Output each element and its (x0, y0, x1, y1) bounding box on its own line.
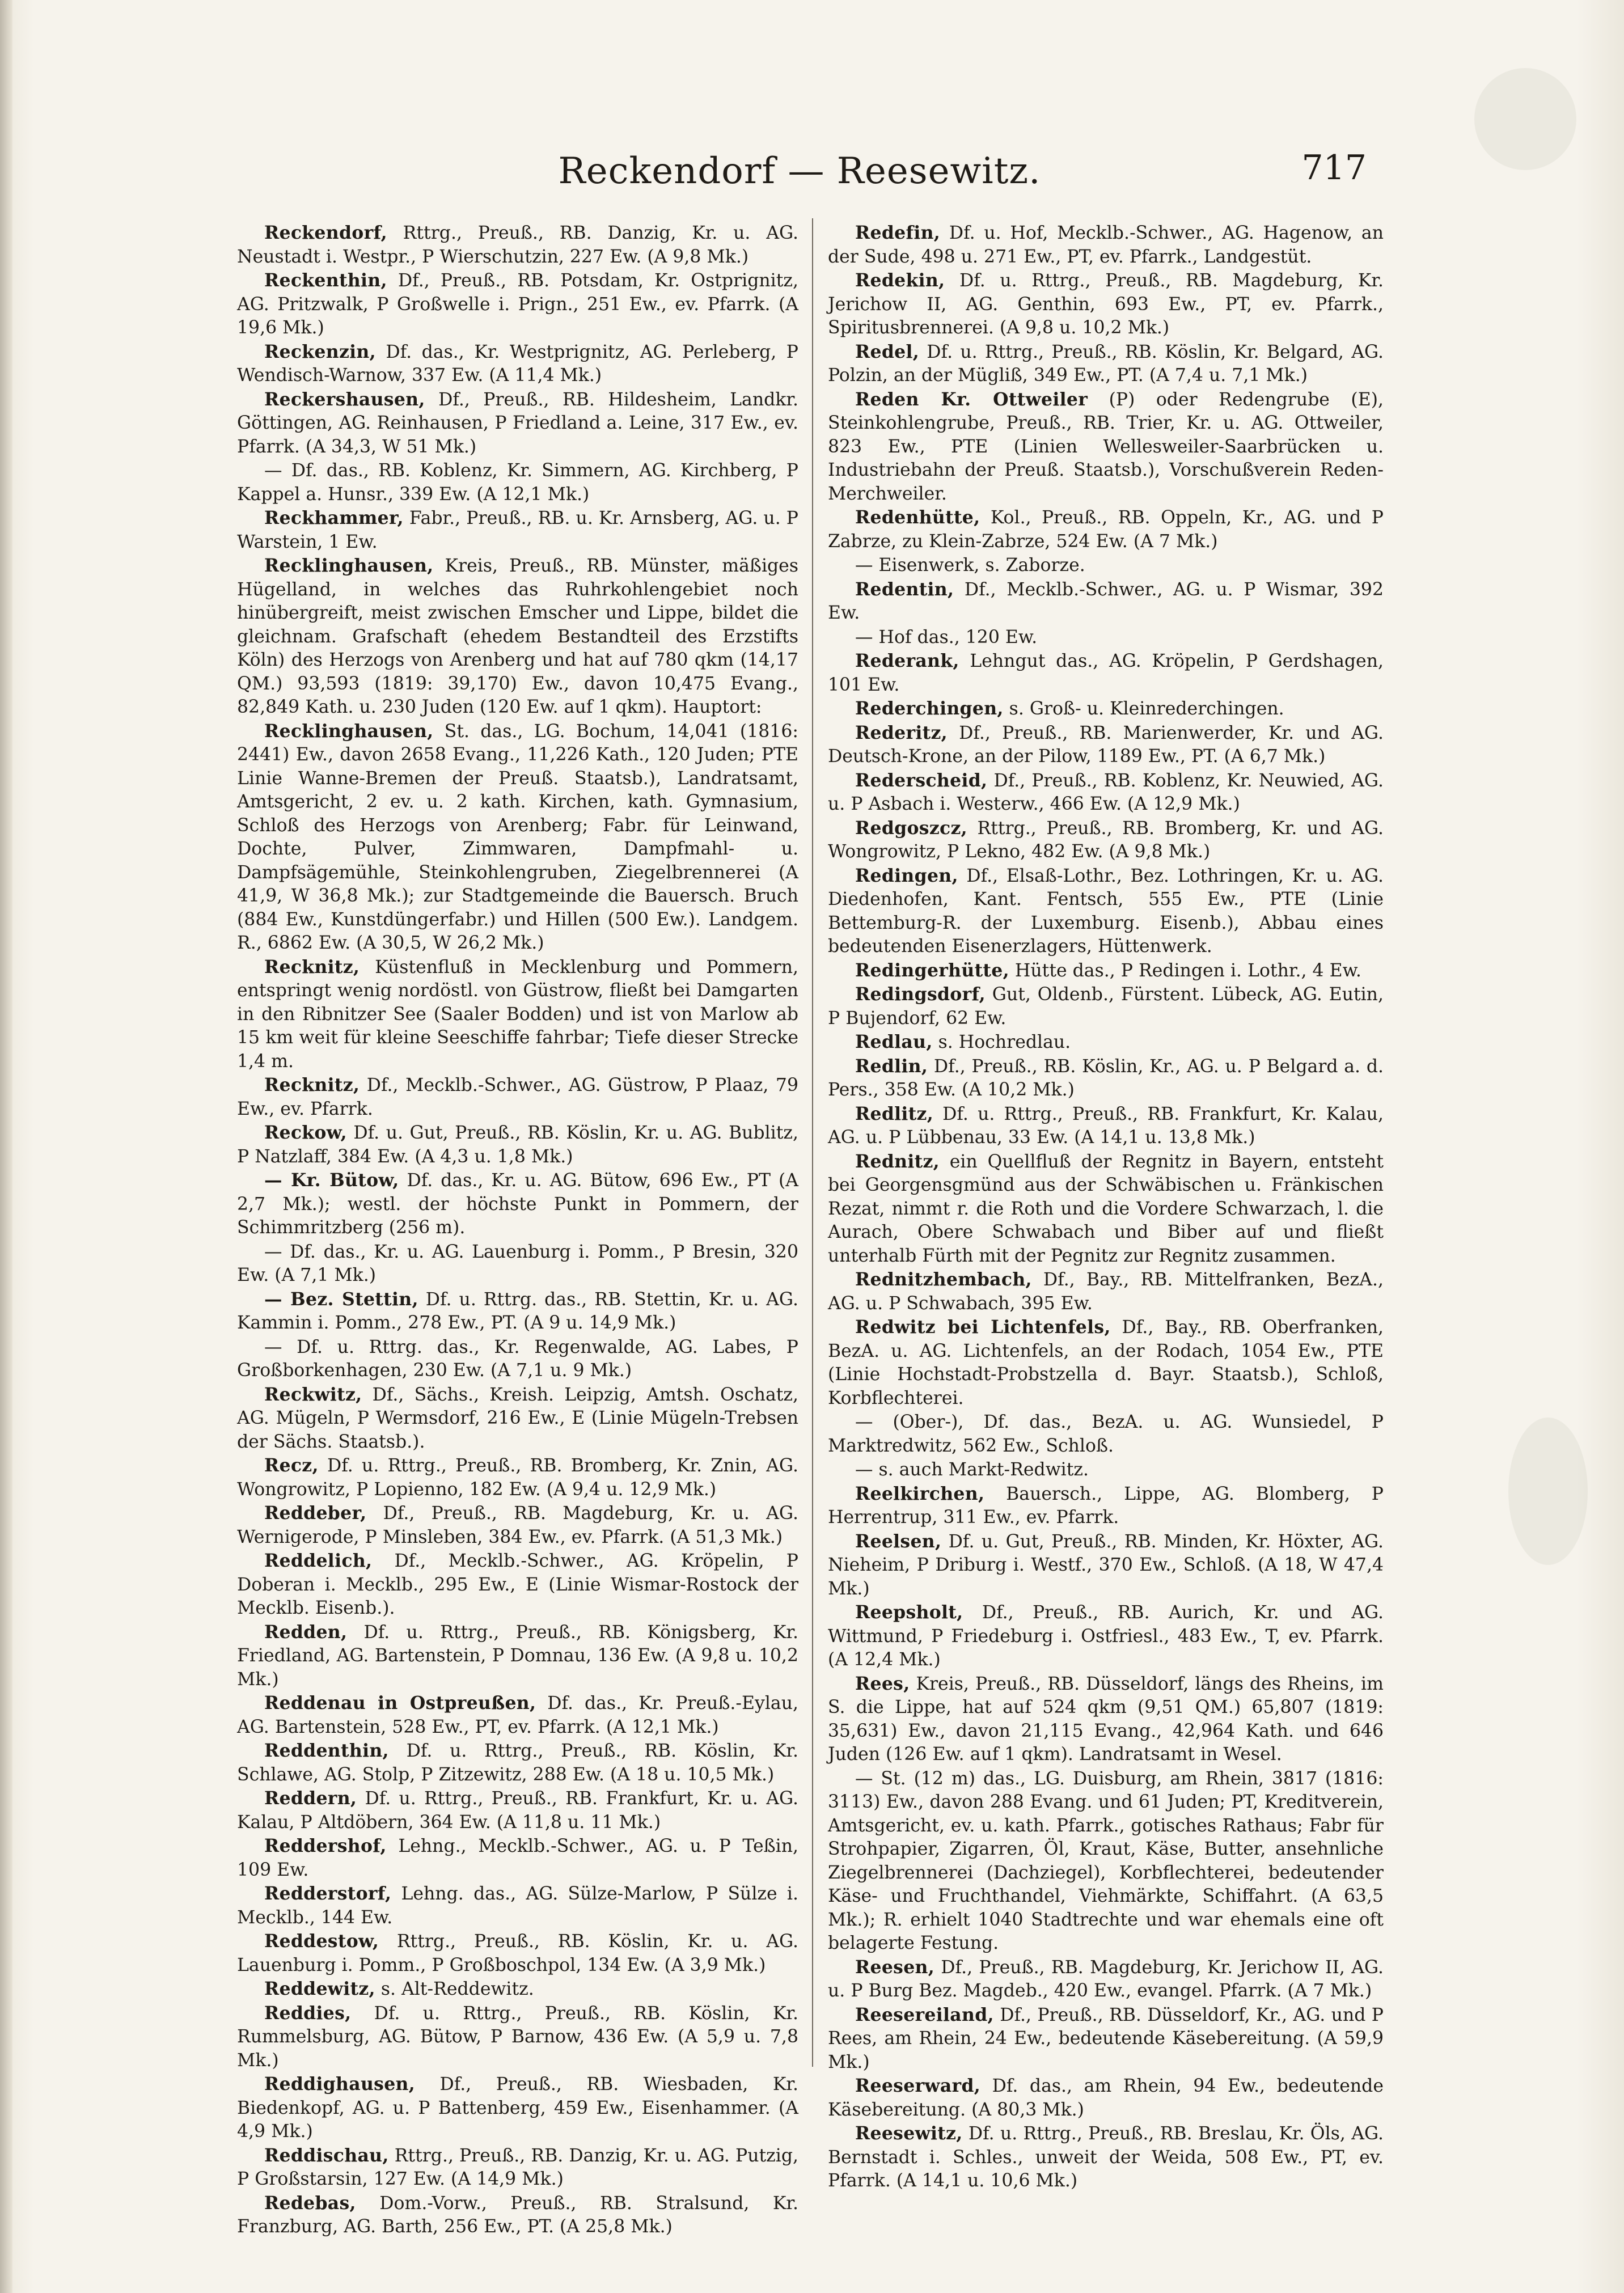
gazetteer-entry (828, 2122, 1384, 2193)
gazetteer-entry (237, 1335, 798, 1383)
entry-headword: Reckendorf, (264, 222, 387, 243)
gazetteer-entry (828, 2074, 1384, 2122)
gazetteer-entry (237, 1977, 798, 2002)
running-title: Reckendorf — Reesewitz. (558, 150, 1041, 192)
entry-headword: Reddighausen, (264, 2074, 416, 2095)
gazetteer-entry (828, 697, 1384, 721)
entry-text: Lehng. das., AG. Sülze-Marlow, P Sülze i. Mecklb., 144 Ew. (237, 1884, 798, 1928)
entry-headword: Redingerhütte, (855, 959, 1009, 981)
entry-text: Df. u. Rttrg., Preuß., RB. Breslau, Kr. Öls, AG. Bernstadt i. Schles., unweit der Weida, 508 Ew., PT, ev. Pfarrk. (A 14,1 u. 10,6 Mk.) (828, 2123, 1384, 2191)
entry-headword: Rederscheid, (855, 769, 988, 791)
gazetteer-entry (828, 340, 1384, 388)
column-divider (812, 218, 813, 2067)
entry-text: Df. u. Gut, Preuß., RB. Minden, Kr. Höxter, AG. Nieheim, P Driburg i. Westf., 370 Ew., Schloß. (A 18, W 47,4 Mk.) (828, 1531, 1384, 1599)
entry-text: Df. das., Kr. Preuß.-Eylau, AG. Bartenstein, 528 Ew., PT, ev. Pfarrk. (A 12,1 Mk.) (237, 1693, 798, 1737)
entry-text: s. Hochredlau. (932, 1032, 1071, 1052)
entry-headword: Reddeber, (264, 1503, 367, 1524)
entry-text: Df., Preuß., RB. Aurich, Kr. und AG. Wittmund, P Friedeburg i. Ostfriesl., 483 Ew., T, ev. Pfarrk. (A 12,4 Mk.) (828, 1602, 1384, 1670)
entry-text: s. Groß- u. Kleinrederchingen. (1003, 699, 1284, 719)
entry-headword: Reesereiland, (855, 2004, 994, 2025)
entry-headword: Redlin, (855, 1055, 928, 1077)
entry-text: Gut, Oldenb., Fürstent. Lübeck, AG. Eutin, P Bujendorf, 62 Ew. (828, 984, 1384, 1029)
entry-text: Df., Preuß., RB. Marienwerder, Kr. und AG. Deutsch-Krone, an der Pilow, 1189 Ew., PT. (A 6,7 Mk.) (828, 722, 1384, 767)
entry-headword: Rederitz, (855, 722, 948, 743)
page-number: 717 (1301, 148, 1367, 188)
entry-headword: Redekin, (855, 270, 945, 291)
entry-headword: Redebas, (264, 2192, 356, 2214)
gazetteer-entry (828, 1102, 1384, 1150)
gazetteer-entry (828, 1458, 1384, 1482)
gazetteer-entry (828, 1530, 1384, 1601)
entry-headword: Recknitz, (264, 956, 360, 978)
entry-headword: Reckenthin, (264, 270, 387, 291)
entry-headword: Reelkirchen, (855, 1483, 985, 1504)
entry-headword: Recknitz, (264, 1074, 360, 1095)
entry-text: Rttrg., Preuß., RB. Danzig, Kr. u. AG. Neustadt i. Westpr., P Wierschutzin, 227 Ew. (A 9,8 Mk.) (237, 223, 798, 267)
entry-text: (P) oder Redengrube (E), Steinkohlengrube, Preuß., RB. Trier, Kr. u. AG. Ottweiler, 823 Ew., PTE (Linien Wellesweiler-Saarbrücken u. Industriebahn der Preuß. Staatsb.), Vorschußverein Reden-Merchweiler. (828, 389, 1384, 504)
entry-text: Df. u. Rttrg., Preuß., RB. Köslin, Kr. Rummelsburg, AG. Bütow, P Barnow, 436 Ew. (A 5,9 u. 7,8 Mk.) (237, 2003, 798, 2071)
entry-text: Df. u. Rttrg., Preuß., RB. Magdeburg, Kr. Jerichow II, AG. Genthin, 693 Ew., PT, ev. Pfarrk., Spiritusbrennerei. (A 9,8 u. 10,2 Mk.) (828, 270, 1384, 338)
gazetteer-entry (237, 459, 798, 506)
entry-headword: Reddenthin, (264, 1740, 389, 1761)
gazetteer-entry (237, 1240, 798, 1288)
gazetteer-entry (828, 506, 1384, 553)
entry-headword: Recklinghausen, (264, 720, 434, 742)
gazetteer-entry (237, 1621, 798, 1692)
entry-text: Df., Bay., RB. Oberfranken, BezA. u. AG. Lichtenfels, an der Rodach, 1054 Ew., PTE (Linie Hochstadt-Probstzella d. Bayr. Staatsb.), Schloß, Korbflechterei. (828, 1317, 1384, 1408)
entry-headword: Rednitz, (855, 1150, 940, 1172)
gazetteer-entry (828, 649, 1384, 697)
gazetteer-entry (237, 1288, 798, 1335)
gazetteer-entry (237, 1454, 798, 1501)
gazetteer-entry (237, 340, 798, 388)
gazetteer-entry (828, 959, 1384, 983)
entry-text: — Eisenwerk, s. Zaborze. (855, 555, 1085, 576)
gazetteer-entry (828, 553, 1384, 578)
entry-text: — s. auch Markt-Redwitz. (855, 1459, 1089, 1480)
gazetteer-entry (237, 2144, 798, 2192)
gazetteer-entry (828, 816, 1384, 864)
entry-headword: Reckershausen, (264, 388, 425, 410)
entry-text: — Hof das., 120 Ew. (855, 627, 1038, 648)
entry-text: Df., Elsaß-Lothr., Bez. Lothringen, Kr. u. AG. Diedenhofen, Kant. Fentsch, 555 Ew., PTE (Linie Bettemburg-R. der Luxemburg. Eisenb.), Abbau eines bedeutenden Eisenerzlagers, Hüttenwerk. (828, 865, 1384, 957)
gazetteer-entry (828, 1767, 1384, 1956)
entry-headword: Reddershof, (264, 1835, 387, 1856)
book-spine-shadow (0, 0, 12, 2293)
entry-text: Df., Preuß., RB. Köslin, Kr., AG. u. P Belgard a. d. Pers., 358 Ew. (A 10,2 Mk.) (828, 1056, 1384, 1100)
gazetteer-entry (237, 1739, 798, 1787)
page-header (232, 150, 1367, 213)
entry-headword: Rees, (855, 1673, 910, 1694)
entry-text: — Df. u. Rttrg. das., Kr. Regenwalde, AG. Labes, P Großborkenhagen, 230 Ew. (A 7,1 u. 9 Mk.) (237, 1336, 798, 1381)
entry-headword: — Bez. Stettin, (264, 1288, 418, 1310)
entry-text: — (Ober-), Df. das., BezA. u. AG. Wunsiedel, P Marktredwitz, 562 Ew., Schloß. (828, 1412, 1384, 1456)
entry-text: Df., Preuß., RB. Magdeburg, Kr. Jerichow II, AG. u. P Burg Bez. Magdeb., 420 Ew., evangel. Pfarrk. (A 7 Mk.) (828, 1957, 1384, 2001)
gazetteer-entry (237, 1691, 798, 1739)
entry-headword: Redenhütte, (855, 507, 980, 528)
entry-headword: Rederank, (855, 650, 959, 671)
entry-headword: Reddelich, (264, 1550, 373, 1571)
entry-text: Df. das., am Rhein, 94 Ew., bedeutende Käsebereitung. (A 80,3 Mk.) (828, 2076, 1384, 2120)
entry-text: Df. u. Rttrg., Preuß., RB. Frankfurt, Kr. u. AG. Kalau, P Altdöbern, 364 Ew. (A 11,8 u. 11 Mk.) (237, 1788, 798, 1833)
gazetteer-entry (237, 2192, 798, 2239)
entry-headword: Redlau, (855, 1031, 933, 1052)
entry-headword: Recklinghausen, (264, 555, 434, 576)
entry-headword: Reddewitz, (264, 1978, 375, 1999)
entry-headword: Redingsdorf, (855, 984, 986, 1005)
gazetteer-entry (828, 1601, 1384, 1672)
gazetteer-entry (237, 1169, 798, 1240)
entry-text: Fabr., Preuß., RB. u. Kr. Arnsberg, AG. u. P Warstein, 1 Ew. (237, 508, 798, 552)
entry-headword: Redingen, (855, 865, 958, 886)
gazetteer-entry (828, 1410, 1384, 1458)
entry-text: Rttrg., Preuß., RB. Köslin, Kr. u. AG. Lauenburg i. Pomm., P Großboschpol, 134 Ew. (A 3,9 Mk.) (237, 1931, 798, 1975)
entry-text: — St. (12 m) das., LG. Duisburg, am Rhein, 3817 (1816: 3113) Ew., davon 288 Evang. und 61 Juden; PT, Kreditverein, Amtsgericht, ev. u. kath. Pfarrk., gotisches Rathaus; Fabr für Strohpapier, Zigarren, Öl, Kraut, Käse, Butter, ansehnliche Ziegelbrennerei (Dachziegel), Korbflechterei, bedeutender Käse- und Fruchthandel, Viehmärkte, Schiffahrt. (A 63,5 Mk.); R. erhielt 1040 Stadtrechte und war ehemals eine oft belagerte Festung. (828, 1768, 1384, 1953)
entry-text: Kol., Preuß., RB. Oppeln, Kr., AG. und P Zabrze, zu Klein-Zabrze, 524 Ew. (A 7 Mk.) (828, 507, 1384, 552)
entry-text: — Df. das., Kr. u. AG. Lauenburg i. Pomm., P Bresin, 320 Ew. (A 7,1 Mk.) (237, 1241, 798, 1285)
entry-headword: — Kr. Bütow, (264, 1170, 399, 1191)
gazetteer-entry (237, 269, 798, 340)
entry-text: Küstenfluß in Mecklenburg und Pommern, entspringt wenig nordöstl. von Güstrow, fließt bei Damgarten in den Ribnitzer See (Saaler Bodden) und ist von Marlow ab 15 km weit für kleine Seeschiffe fahrbar; Tiefe dieser Strecke 1,4 m. (237, 957, 798, 1072)
entry-headword: Reddestow, (264, 1931, 379, 1952)
entry-headword: Redel, (855, 341, 920, 362)
entry-headword: Reepsholt, (855, 1602, 963, 1623)
gazetteer-entry (828, 578, 1384, 625)
entry-text: St. das., LG. Bochum, 14,041 (1816: 2441) Ew., davon 2658 Evang., 11,226 Kath., 120 Juden; PTE Linie Wanne-Bremen der Preuß. Staatsb.), Landratsamt, Amtsgericht, 2 ev. u. 2 kath. Kirchen, kath. Gymnasium, Schloß des Herzogs von Arenberg; Fabr. für Leinwand, Dochte, Pulver, Zimmwaren, Dampfmahl- u. Dampfsägemühle, Steinkohlengruben, Ziegelbrennerei (A 41,9, W 36,8 Mk.); zur Stadtgemeinde die Bauersch. Bruch (884 Ew., Kunstdüngerfabr.) und Hillen (500 Ew.). Landgem. R., 6862 Ew. (A 30,5, W 26,2 Mk.) (237, 721, 798, 953)
gazetteer-entry (237, 2072, 798, 2144)
entry-headword: Reesen, (855, 1956, 935, 1978)
entry-headword: Reeserward, (855, 2075, 981, 2096)
entry-headword: Rednitzhembach, (855, 1269, 1032, 1290)
entry-text: Df., Preuß., RB. Wiesbaden, Kr. Biedenkopf, AG. u. P Battenberg, 459 Ew., Eisenhammer. (A 4,9 Mk.) (237, 2074, 798, 2142)
entry-text: Df., Sächs., Kreish. Leipzig, Amtsh. Oschatz, AG. Mügeln, P Wermsdorf, 216 Ew., E (Linie Mügeln-Trebsen der Sächs. Staatsb.). (237, 1384, 798, 1452)
entry-headword: Reckow, (264, 1122, 347, 1143)
entry-headword: Redderstorf, (264, 1883, 392, 1904)
entry-headword: Reelsen, (855, 1530, 942, 1552)
entry-text: Rttrg., Preuß., RB. Danzig, Kr. u. AG. Putzig, P Großstarsin, 127 Ew. (A 14,9 Mk.) (237, 2145, 798, 2189)
gazetteer-entry (828, 388, 1384, 506)
gazetteer-entry (828, 1672, 1384, 1767)
gazetteer-entry (237, 1121, 798, 1169)
entry-text: Dom.-Vorw., Preuß., RB. Stralsund, Kr. Franzburg, AG. Barth, 256 Ew., PT. (A 25,8 Mk.) (237, 2193, 798, 2237)
entry-text: Kreis, Preuß., RB. Münster, mäßiges Hügelland, in welches das Ruhrkohlengebiet noch hinübergreift, meist zwischen Emscher und Lippe, bildet die gleichnam. Grafschaft (ehedem Bestandteil des Erzstifts Köln) des Herzogs von Arenberg und hat auf 780 qkm (14,17 QM.) 93,593 (1819: 39,170) Ew., davon 10,475 Evang., 82,849 Kath. u. 230 Juden (120 Ew. auf 1 qkm). Hauptort: (237, 556, 798, 717)
entry-headword: Reddenau in Ostpreußen, (264, 1693, 536, 1714)
gazetteer-entry (237, 388, 798, 459)
gazetteer-entry (237, 1549, 798, 1621)
entry-text: Df., Preuß., RB. Magdeburg, Kr. u. AG. Wernigerode, P Minsleben, 384 Ew., ev. Pfarrk. (A 51,3 Mk.) (237, 1503, 798, 1547)
gazetteer-entry (237, 955, 798, 1074)
gazetteer-entry (237, 1501, 798, 1549)
gazetteer-entry (828, 1482, 1384, 1530)
entry-text: Hütte das., P Redingen i. Lothr., 4 Ew. (1009, 960, 1361, 981)
entry-text: Df., Mecklb.-Schwer., AG. Kröpelin, P Doberan i. Mecklb., 295 Ew., E (Linie Wismar-Rostock der Mecklb. Eisenb.). (237, 1551, 798, 1618)
entry-text: Df. u. Rttrg., Preuß., RB. Bromberg, Kr. Znin, AG. Wongrowitz, P Lopienno, 182 Ew. (A 9,4 u. 12,9 Mk.) (237, 1456, 798, 1500)
entry-text: Df., Mecklb.-Schwer., AG. Güstrow, P Plaaz, 79 Ew., ev. Pfarrk. (237, 1075, 798, 1119)
entry-headword: Reesewitz, (855, 2123, 963, 2144)
entry-headword: Reckwitz, (264, 1384, 362, 1405)
entry-text: ein Quellfluß der Regnitz in Bayern, entsteht bei Georgensgmünd aus der Schwäbischen u. Fränkischen Rezat, nimmt r. die Roth und die Vordere Schwarzach, l. die Aurach, Obere Schwabach und Biber auf und fließt unterhalb Fürth mit der Pegnitz zur Regnitz zusammen. (828, 1151, 1384, 1266)
entry-text: Bauersch., Lippe, AG. Blomberg, P Herrentrup, 311 Ew., ev. Pfarrk. (828, 1483, 1384, 1528)
gazetteer-entry (828, 2003, 1384, 2075)
entry-text: Df. u. Rttrg. das., RB. Stettin, Kr. u. AG. Kammin i. Pomm., 278 Ew., PT. (A 9 u. 14,9 Mk.) (237, 1289, 798, 1333)
gazetteer-entry (828, 1055, 1384, 1102)
gazetteer-entry (237, 1834, 798, 1882)
entry-headword: Reddischau, (264, 2144, 389, 2166)
paper-stain (1508, 1418, 1588, 1565)
entry-headword: Recz, (264, 1455, 319, 1476)
entry-text: s. Alt-Reddewitz. (375, 1979, 534, 1999)
entry-headword: Reckhammer, (264, 507, 404, 528)
entry-text: Df., Preuß., RB. Hildesheim, Landkr. Göttingen, AG. Reinhausen, P Friedland a. Leine, 317 Ew., ev. Pfarrk. (A 34,3, W 51 Mk.) (237, 389, 798, 457)
entry-text: Df. u. Rttrg., Preuß., RB. Frankfurt, Kr. Kalau, AG. u. P Lübbenau, 33 Ew. (A 14,1 u. 13,8 Mk.) (828, 1103, 1384, 1148)
gazetteer-entry (828, 1956, 1384, 2003)
gazetteer-entry (828, 769, 1384, 816)
entry-headword: Redefin, (855, 222, 941, 243)
entry-headword: Reddies, (264, 2002, 352, 2024)
entry-headword: Redentin, (855, 578, 954, 600)
gazetteer-entry (237, 506, 798, 554)
right-column (828, 221, 1384, 2191)
entry-text: Kreis, Preuß., RB. Düsseldorf, längs des Rheins, im S. die Lippe, hat auf 524 qkm (9,51 QM.) 65,807 (1819: 35,631) Ew., davon 21,115 Evang., 42,964 Kath. und 646 Juden (126 Ew. auf 1 qkm). Landratsamt in Wesel. (828, 1673, 1384, 1765)
entry-text: Df., Bay., RB. Mittelfranken, BezA., AG. u. P Schwabach, 395 Ew. (828, 1270, 1384, 1314)
gazetteer-entry (237, 1383, 798, 1454)
gazetteer-entry (237, 720, 798, 955)
entry-text: Lehng., Mecklb.-Schwer., AG. u. P Teßin, 109 Ew. (237, 1836, 798, 1880)
gazetteer-entry (828, 1030, 1384, 1055)
gazetteer-entry (237, 1882, 798, 1930)
entry-text: Df. u. Rttrg., Preuß., RB. Köslin, Kr. Belgard, AG. Polzin, an der Mügliß, 349 Ew., PT. (A 7,4 u. 7,1 Mk.) (828, 341, 1384, 386)
entry-text: Df., Preuß., RB. Düsseldorf, Kr., AG. und P Rees, am Rhein, 24 Ew., bedeutende Käsebereitung. (A 59,9 Mk.) (828, 2004, 1384, 2072)
entry-text: Df. u. Hof, Mecklb.-Schwer., AG. Hagenow, an der Sude, 498 u. 271 Ew., PT, ev. Pfarrk., Landgestüt. (828, 223, 1384, 267)
gazetteer-entry (828, 983, 1384, 1030)
entry-text: Df. das., Kr. u. AG. Bütow, 696 Ew., PT (A 2,7 Mk.); westl. der höchste Punkt in Pommern, der Schimmritzberg (256 m). (237, 1170, 798, 1238)
entry-headword: Redden, (264, 1621, 348, 1643)
entry-headword: Reddern, (264, 1788, 357, 1809)
gazetteer-entry (237, 2002, 798, 2073)
entry-text: Df. u. Gut, Preuß., RB. Köslin, Kr. u. AG. Bublitz, P Natzlaff, 384 Ew. (A 4,3 u. 1,8 Mk.) (237, 1123, 798, 1167)
paper-stain (1474, 68, 1576, 170)
entry-headword: Redwitz bei Lichtenfels, (855, 1317, 1111, 1338)
entry-text: Df., Preuß., RB. Koblenz, Kr. Neuwied, AG. u. P Asbach i. Westerw., 466 Ew. (A 12,9 Mk.) (828, 770, 1384, 814)
gazetteer-entry (828, 221, 1384, 269)
gazetteer-entry (828, 1268, 1384, 1315)
entry-headword: Reden Kr. Ottweiler (855, 388, 1088, 410)
entry-text: Df., Preuß., RB. Potsdam, Kr. Ostprignitz, AG. Pritzwalk, P Großwelle i. Prign., 251 Ew., ev. Pfarrk. (A 19,6 Mk.) (237, 270, 798, 338)
entry-text: Df. das., Kr. Westprignitz, AG. Perleberg, P Wendisch-Warnow, 337 Ew. (A 11,4 Mk.) (237, 341, 798, 386)
gazetteer-entry (828, 269, 1384, 340)
gazetteer-entry (237, 1787, 798, 1834)
gazetteer-entry (828, 1150, 1384, 1268)
gazetteer-entry (237, 554, 798, 720)
entry-headword: Redgoszcz, (855, 817, 967, 839)
entry-text: Df. u. Rttrg., Preuß., RB. Köslin, Kr. Schlawe, AG. Stolp, P Zitzewitz, 288 Ew. (A 18 u. 10,5 Mk.) (237, 1741, 798, 1785)
gazetteer-entry (828, 625, 1384, 650)
entry-headword: Redlitz, (855, 1103, 933, 1124)
left-column (237, 221, 798, 2237)
entry-text: Df. u. Rttrg., Preuß., RB. Königsberg, Kr. Friedland, AG. Bartenstein, P Domnau, 136 Ew. (A 9,8 u. 10,2 Mk.) (237, 1622, 798, 1690)
gazetteer-entry (828, 1315, 1384, 1410)
entry-text: — Df. das., RB. Koblenz, Kr. Simmern, AG. Kirchberg, P Kappel a. Hunsr., 339 Ew. (A 12,1 Mk.) (237, 460, 798, 505)
gazetteer-entry (237, 1073, 798, 1121)
entry-headword: Reckenzin, (264, 341, 376, 362)
gazetteer-entry (237, 1930, 798, 1977)
gazetteer-entry (828, 721, 1384, 769)
entry-text: Df., Mecklb.-Schwer., AG. u. P Wismar, 392 Ew. (828, 579, 1384, 623)
entry-text: Lehngut das., AG. Kröpelin, P Gerdshagen, 101 Ew. (828, 651, 1384, 695)
gazetteer-entry (828, 864, 1384, 959)
entry-text: Rttrg., Preuß., RB. Bromberg, Kr. und AG. Wongrowitz, P Lekno, 482 Ew. (A 9,8 Mk.) (828, 818, 1384, 862)
gazetteer-entry (237, 221, 798, 269)
entry-headword: Rederchingen, (855, 698, 1004, 719)
